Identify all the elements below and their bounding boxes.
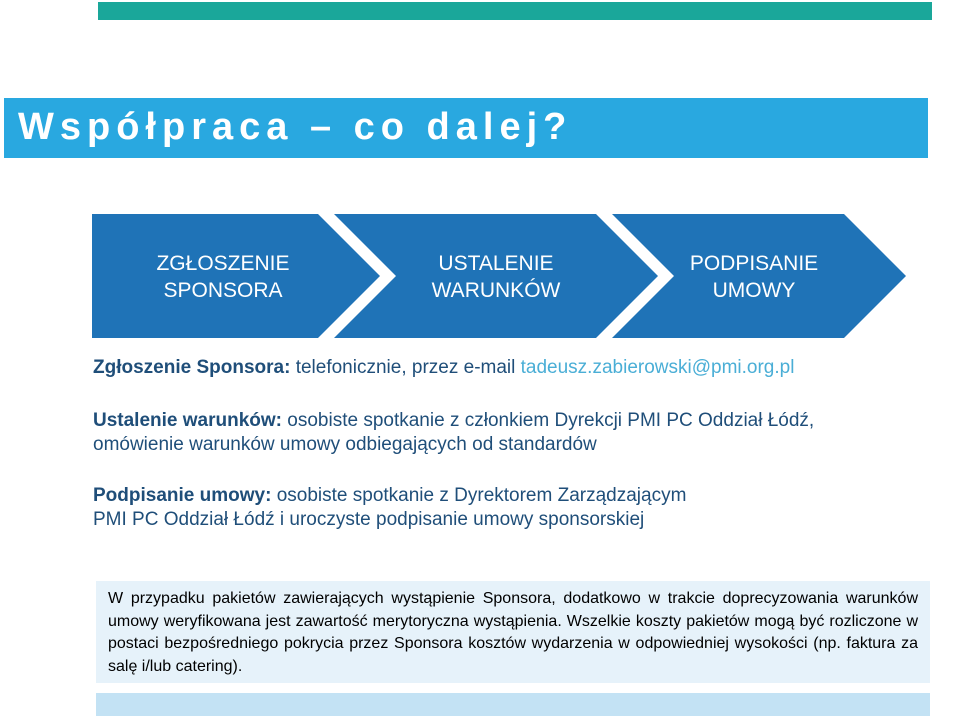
terms-text: osobiste spotkanie z członkiem Dyrekcji PMI PC Oddział Łódź,	[282, 410, 815, 431]
step-label-1	[123, 250, 323, 304]
step-1-line2: SPONSORA	[163, 279, 283, 302]
bottom-bar	[96, 693, 930, 716]
sponsor-email-link[interactable]: tadeusz.zabierowski@pmi.org.pl	[520, 357, 795, 378]
note-text: W przypadku pakietów zawierających wystąpienie Sponsora, dodatkowo w trakcie doprecyzowania warunków umowy weryfikowana jest zawartość merytoryczna wystąpienia. Wszelkie koszty pakietów mogą być rozliczone w postaci bezpośredniego pokrycia przez Sponsora kosztów wydarzenia w odpowiedniej wysokości (np. faktura za salę i/lub catering).	[108, 590, 918, 675]
step-1-line1: ZGŁOSZENIE	[156, 252, 290, 275]
terms-paragraph	[93, 409, 814, 457]
sponsor-paragraph	[93, 356, 794, 380]
signing-text-2: PMI PC Oddział Łódź i uroczyste podpisanie umowy sponsorskiej	[93, 509, 645, 530]
sponsor-text: telefonicznie, przez e-mail	[290, 357, 521, 378]
note-box	[96, 581, 930, 683]
signing-label: Podpisanie umowy:	[93, 485, 272, 506]
step-label-2	[396, 250, 596, 304]
terms-label: Ustalenie warunków:	[93, 410, 282, 431]
signing-text: osobiste spotkanie z Dyrektorem Zarządzającym	[271, 485, 687, 506]
step-2-line2: WARUNKÓW	[431, 279, 561, 302]
step-2-line1: USTALENIE	[438, 252, 554, 275]
terms-text-2: omówienie warunków umowy odbiegających od standardów	[93, 434, 597, 455]
step-3-line1: PODPISANIE	[689, 252, 819, 275]
signing-paragraph	[93, 484, 686, 532]
sponsor-label: Zgłoszenie Sponsora:	[93, 357, 291, 378]
page-title: Współpraca – co dalej?	[18, 106, 573, 148]
step-3-line2: UMOWY	[712, 279, 796, 302]
step-label-3	[654, 250, 854, 304]
